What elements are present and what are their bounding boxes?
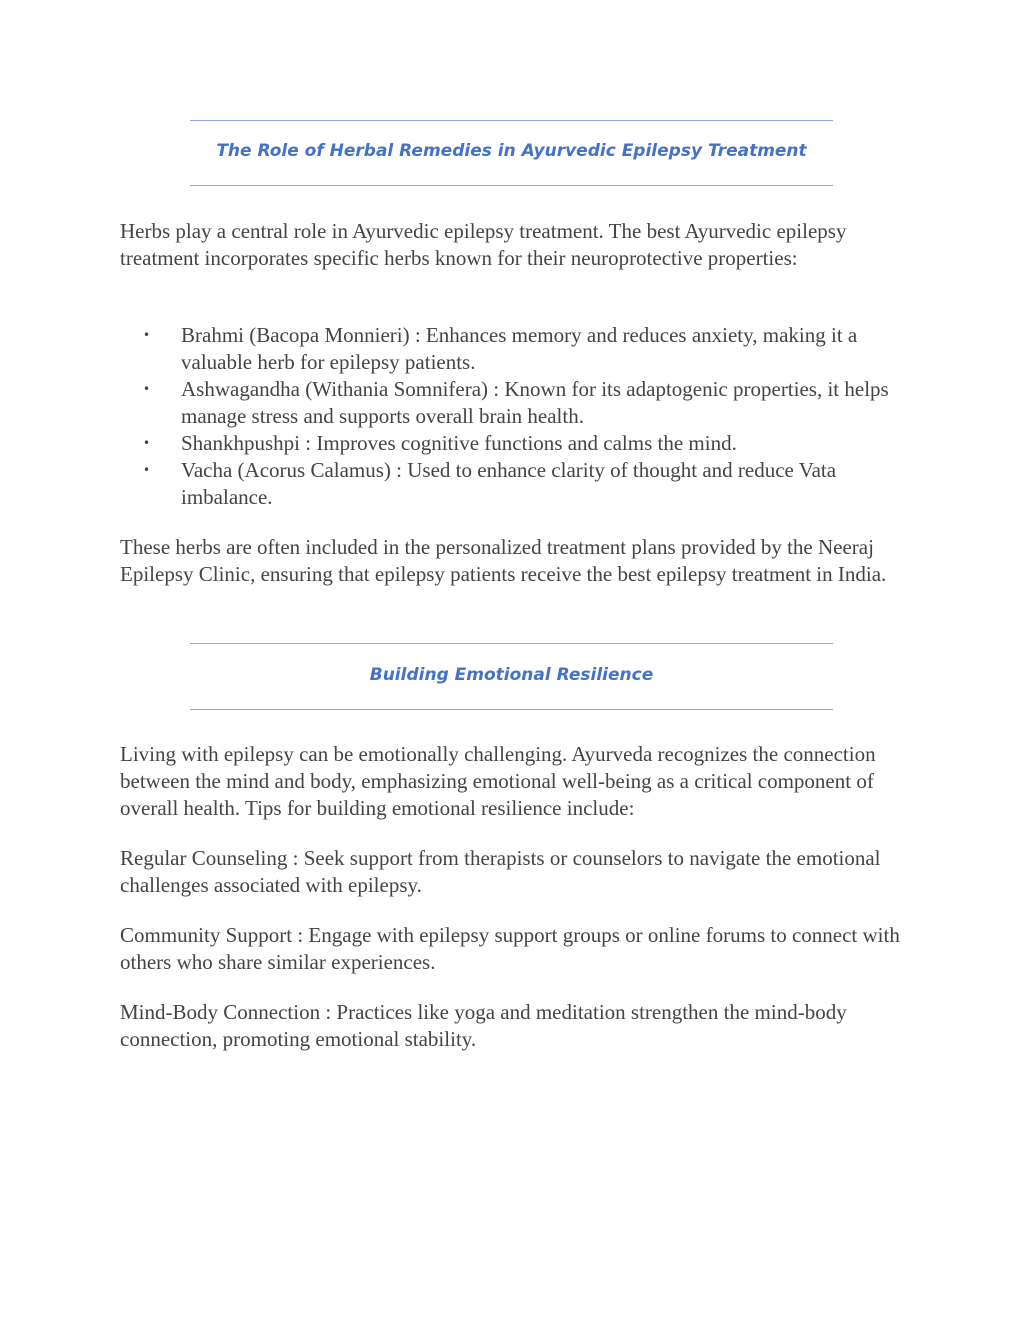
- list-item: [120, 376, 910, 430]
- herb-brahmi-text: Brahmi (Bacopa Monnieri) : Enhances memory and reduces anxiety, making it a valuable herb for epilepsy patients.: [181, 323, 858, 374]
- tip-community-support: Community Support : Engage with epilepsy support groups or online forums to connect with others who share similar experiences.: [120, 923, 900, 974]
- bullet-icon: •: [143, 436, 151, 450]
- list-item: [120, 322, 910, 376]
- herb-ashwagandha-text: Ashwagandha (Withania Somnifera) : Known for its adaptogenic properties, it helps manage stress and supports overall brain health.: [181, 377, 889, 428]
- herb-shankhpushpi-text: Shankhpushpi : Improves cognitive functions and calms the mind.: [181, 431, 737, 455]
- tip-mind-body-connection: Mind-Body Connection : Practices like yoga and meditation strengthen the mind-body connection, promoting emotional stability.: [120, 1000, 847, 1051]
- section-heading-emotional-resilience: [190, 643, 833, 710]
- bullet-icon: •: [143, 382, 151, 396]
- heading-text: Building Emotional Resilience: [369, 665, 654, 685]
- herbal-intro-paragraph: Herbs play a central role in Ayurvedic epilepsy treatment. The best Ayurvedic epilepsy treatment incorporates specific herbs known for their neuroprotective properties:: [120, 219, 847, 270]
- herb-list: [120, 322, 910, 511]
- section-heading-herbal-remedies: [190, 120, 833, 186]
- list-item: [120, 457, 910, 511]
- herbal-closing-paragraph: These herbs are often included in the personalized treatment plans provided by the Neeraj Epilepsy Clinic, ensuring that epilepsy patients receive the best epilepsy treatment in India.: [120, 535, 887, 586]
- herb-vacha-text: Vacha (Acorus Calamus) : Used to enhance clarity of thought and reduce Vata imbalance.: [181, 458, 837, 509]
- heading-text: The Role of Herbal Remedies in Ayurvedic Epilepsy Treatment: [216, 141, 807, 161]
- emotional-intro-paragraph: Living with epilepsy can be emotionally challenging. Ayurveda recognizes the connection between the mind and body, emphasizing emotional well-being as a critical component of overall health. Tips for building emotional resilience include:: [120, 742, 876, 820]
- list-item: [120, 430, 910, 457]
- bullet-icon: •: [143, 463, 151, 477]
- tip-regular-counseling: Regular Counseling : Seek support from therapists or counselors to navigate the emotional challenges associated with epilepsy.: [120, 846, 881, 897]
- bullet-icon: •: [143, 328, 151, 342]
